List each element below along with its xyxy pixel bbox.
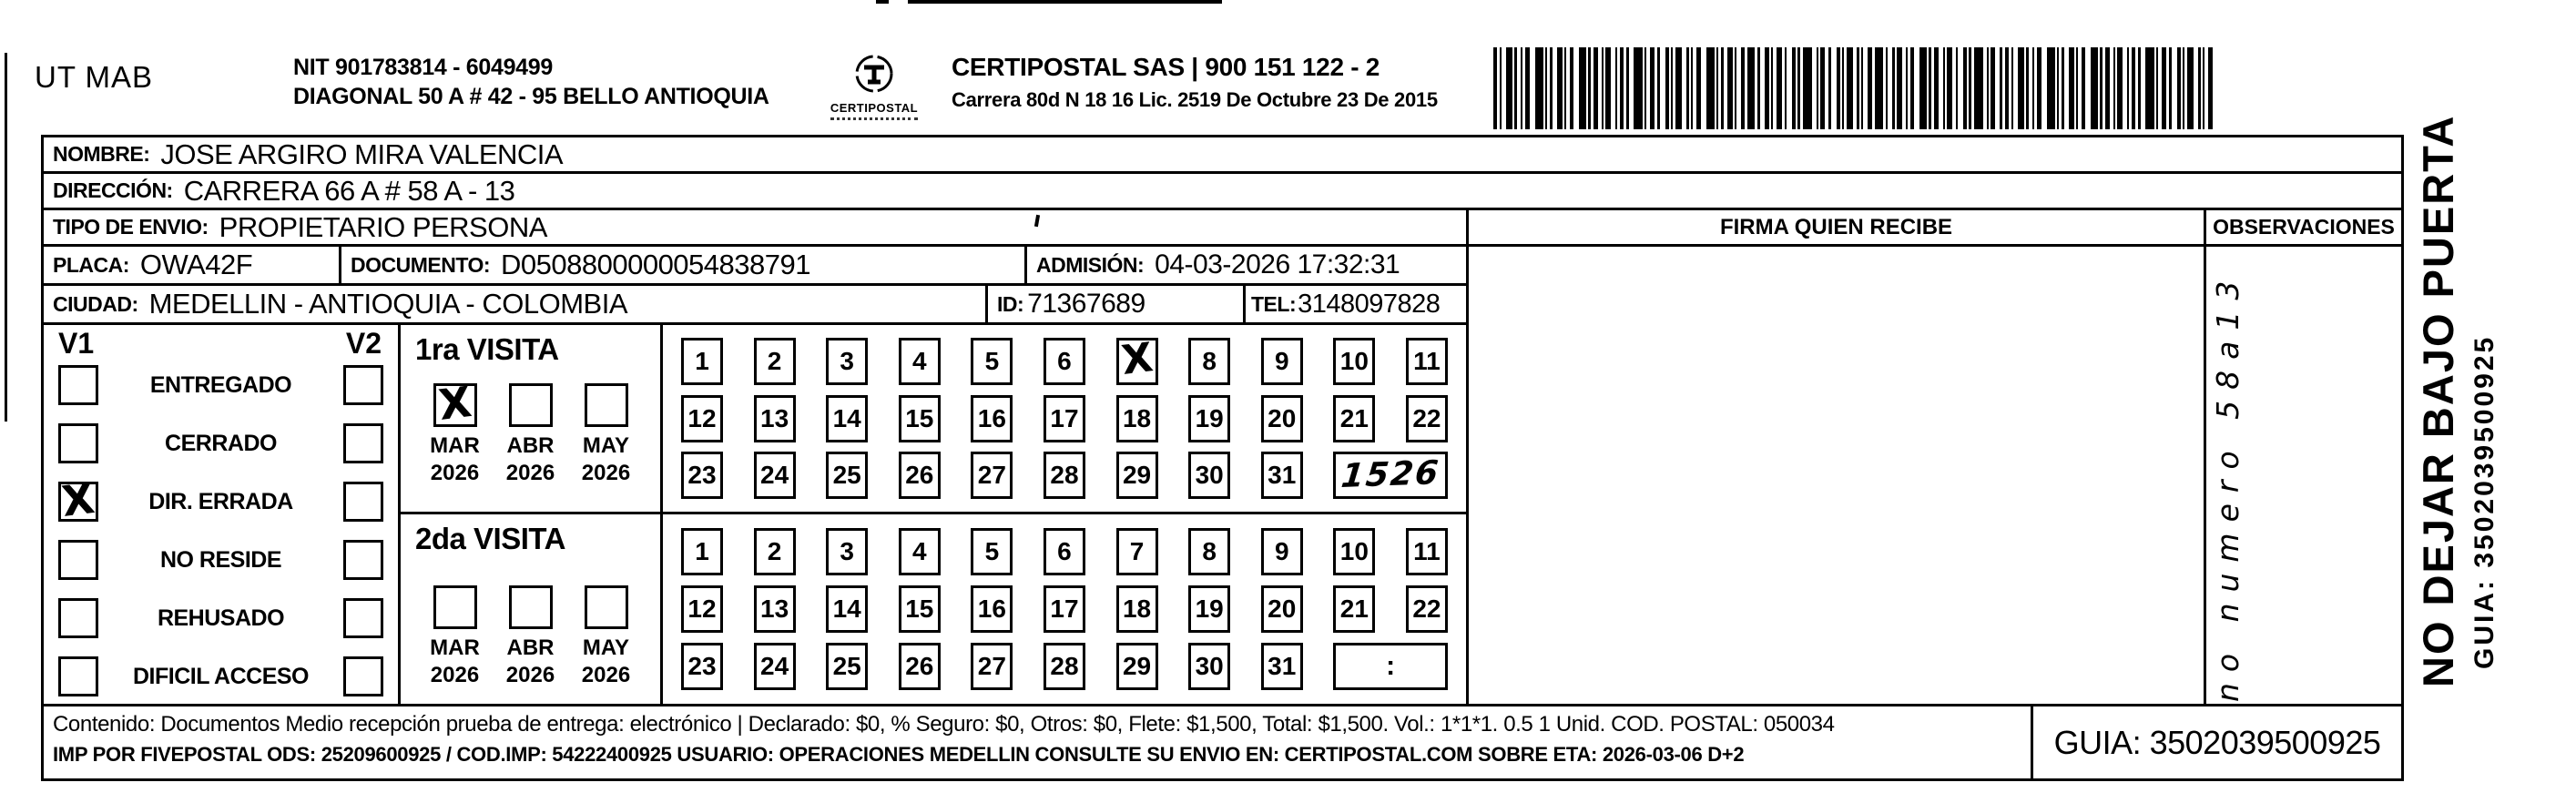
visit2-day-25-box: 25 [826, 643, 868, 690]
footer-content-cell [41, 704, 2033, 781]
barcode-bar [1747, 47, 1755, 129]
cell-placa [41, 244, 341, 286]
barcode-bar [2091, 47, 2098, 129]
barcode-bar [1842, 47, 1844, 129]
v2-rehusado-checkbox [343, 598, 383, 638]
visit2-day-28-box: 28 [1044, 643, 1085, 690]
firma-header: FIRMA QUIEN RECIBE [1466, 208, 2206, 247]
barcode-bar [2005, 47, 2009, 129]
visit1-day-16-box: 16 [971, 395, 1013, 442]
barcode-bar [1969, 47, 1971, 129]
sender-nit: NIT 901783814 - 6049499 [293, 55, 553, 80]
month-label [430, 432, 480, 487]
visit2-day-row-3 [681, 643, 1448, 690]
barcode-bar [1644, 47, 1646, 129]
barcode-bar [2100, 47, 2103, 129]
visit1-day-3-box: 3 [826, 338, 868, 385]
barcode-bar [1500, 47, 1502, 129]
visit1-day-8-box: 8 [1188, 338, 1230, 385]
barcode-bar [1545, 47, 1547, 129]
tipo-envio-label: TIPO DE ENVIO: [53, 215, 209, 239]
barcode-bar [2113, 47, 2115, 129]
visit2-day-19-box: 19 [1188, 585, 1230, 633]
month-label [582, 432, 630, 487]
barcode-bar [1735, 47, 1736, 129]
barcode-bar [1797, 47, 1800, 129]
barcode-bar [1817, 47, 1818, 129]
v2-no-reside-checkbox [343, 540, 383, 580]
barcode-bar [2062, 47, 2064, 129]
ciudad-label: CIUDAD: [53, 291, 138, 316]
barcode-bar [2138, 47, 2141, 129]
visit2-day-3-box: 3 [826, 528, 868, 575]
barcode-bar [1929, 47, 1931, 129]
visit2-day-15-box: 15 [899, 585, 941, 633]
admision-label: ADMISIÓN: [1036, 252, 1145, 277]
month-year: 2026 [430, 461, 480, 485]
visit1-day-11-box: 11 [1406, 338, 1448, 385]
barcode-bar [2132, 47, 2135, 129]
month-name: MAR [430, 635, 480, 660]
barcode-bar [1506, 47, 1512, 129]
status-row-entregado [44, 356, 398, 414]
barcode-bar [1741, 47, 1745, 129]
barcode-bar [1777, 47, 1782, 129]
barcode-bar [1803, 47, 1812, 129]
visit2-day-10-box: 10 [1333, 528, 1375, 575]
month-year: 2026 [505, 461, 555, 485]
status-row-dir-errada [44, 473, 398, 531]
visit1-day-6-box: 6 [1044, 338, 1085, 385]
barcode-bar [2187, 47, 2194, 129]
logo-wordmark: CERTIPOSTAL [830, 101, 919, 115]
documento-label: DOCUMENTO: [351, 252, 491, 277]
barcode-bar [2156, 47, 2158, 129]
barcode-bar [1910, 47, 1914, 129]
barcode-bar [1828, 47, 1831, 129]
admision-value: 04-03-2026 17:32:31 [1155, 249, 1400, 280]
visit2-day-row-1 [681, 528, 1448, 575]
visit1-box [398, 322, 663, 514]
side-warning-text: NO DEJAR BAJO PUERTA [2414, 114, 2462, 687]
sender-code: UT MAB [35, 60, 154, 94]
v2-cerrado-checkbox [343, 423, 383, 463]
barcode-bar [1963, 47, 1967, 129]
cell-id [985, 283, 1246, 325]
visit2-may-checkbox [585, 585, 628, 629]
visit1-day-26-box: 26 [899, 452, 941, 499]
visit1-day-row-1 [681, 334, 1448, 385]
month-year: 2026 [430, 663, 480, 687]
cell-tel [1243, 283, 1469, 325]
visit2-day-9-box: 9 [1261, 528, 1303, 575]
v1-dir-errada-checkbox [58, 473, 98, 526]
barcode-bar [1657, 47, 1660, 129]
visit1-time-box [1333, 452, 1448, 499]
visit1-may-checkbox [585, 383, 628, 427]
firma-area [1466, 244, 2206, 706]
visit2-time-box [1333, 643, 1448, 690]
barcode-bar [2162, 47, 2166, 129]
barcode-bar [2000, 47, 2002, 129]
status-row-no-reside [44, 531, 398, 589]
visit1-day-9-box: 9 [1261, 338, 1303, 385]
barcode-bar [1675, 47, 1682, 129]
visit2-day-23-box: 23 [681, 643, 723, 690]
time-colon: : [1386, 651, 1396, 681]
barcode-bar [1570, 47, 1573, 129]
visit2-day-30-box: 30 [1188, 643, 1230, 690]
visit2-day-5-box: 5 [971, 528, 1013, 575]
tel-value: 3148097828 [1298, 289, 1441, 319]
barcode-bar [1665, 47, 1669, 129]
visit2-day-8-box: 8 [1188, 528, 1230, 575]
visit1-day-27-box: 27 [971, 452, 1013, 499]
visit2-day-21-box: 21 [1333, 585, 1375, 633]
barcode-bar [1785, 47, 1787, 129]
visit2-day-18-box: 18 [1116, 585, 1158, 633]
scan-speck-1 [876, 0, 889, 4]
v2-entregado-checkbox [343, 365, 383, 405]
status-box [41, 322, 401, 706]
visit1-day-30-box: 30 [1188, 452, 1230, 499]
barcode-bar [1943, 47, 1945, 129]
barcode-bar [1626, 47, 1629, 129]
visit2-day-20-box: 20 [1261, 585, 1303, 633]
barcode-bar [1593, 47, 1598, 129]
status-label-cerrado: CERRADO [165, 430, 277, 456]
visit1-day-17-box: 17 [1044, 395, 1085, 442]
barcode-bar [1792, 47, 1796, 129]
visit2-day-24-box: 24 [754, 643, 796, 690]
month-name: ABR [506, 635, 555, 660]
visit1-day-24-box: 24 [754, 452, 796, 499]
visit2-day-14-box: 14 [826, 585, 868, 633]
barcode-bar [2011, 47, 2013, 129]
footer-line1: Contenido: Documentos Medio recepción prueba de entrega: electrónico | Declarado: $0, % Seguro: $0, Otros: $0, Flete: $1,500, Total: $1,500. Vol.: 1*1*1. 0.5 1 Unid. COD. POSTAL: 050034 [53, 712, 1835, 737]
visit2-abr-checkbox [509, 585, 553, 629]
visit1-day-22-box: 22 [1406, 395, 1448, 442]
certipostal-logo [815, 53, 933, 120]
barcode-bar [1727, 47, 1733, 129]
visit1-day-18-box: 18 [1116, 395, 1158, 442]
footer-line2: IMP POR FIVEPOSTAL ODS: 25209600925 / COD.IMP: 54222400925 USUARIO: OPERACIONES MEDELLIN CONSULTE SU ENVIO EN: CERTIPOSTAL.COM SOBRE ETA: 2026-03-06 D+2 [53, 743, 1745, 766]
barcode-bar [1696, 47, 1701, 129]
barcode-bar [1557, 47, 1563, 129]
visit1-months [401, 377, 660, 487]
barcode-bar [1493, 47, 1497, 129]
visit1-day-14-box: 14 [826, 395, 868, 442]
barcode-bar [2145, 47, 2154, 129]
visit1-month-abr [493, 383, 568, 487]
barcode-bar [1934, 47, 1939, 129]
visit1-abr-checkbox [509, 383, 553, 427]
barcode-bar [1564, 47, 1566, 129]
company-address: Carrera 80d N 18 16 Lic. 2519 De Octubre 23 De 2015 [952, 88, 1438, 111]
month-label [582, 635, 630, 689]
barcode-bar [1521, 47, 1522, 129]
visit1-day-25-box: 25 [826, 452, 868, 499]
direccion-label: DIRECCIÓN: [53, 178, 173, 202]
row-direccion [41, 171, 2404, 210]
barcode-bar [2127, 47, 2129, 129]
guia-cell: GUIA: 3502039500925 [2031, 704, 2404, 781]
visit2-day-22-box: 22 [1406, 585, 1448, 633]
visit1-day-23-box: 23 [681, 452, 723, 499]
barcode-bar [1919, 47, 1927, 129]
month-name: ABR [506, 433, 555, 458]
barcode-bar [1716, 47, 1718, 129]
barcode-bar [2177, 47, 2181, 129]
visit1-day-15-box: 15 [899, 395, 941, 442]
barcode-bar [1579, 47, 1586, 129]
barcode-bar [2208, 47, 2213, 129]
barcode-bar [2057, 47, 2059, 129]
barcode-bar [1897, 47, 1902, 129]
month-year: 2026 [581, 461, 631, 485]
status-label-entregado: ENTREGADO [149, 371, 292, 398]
barcode-bar [2037, 47, 2041, 129]
barcode-bar [1650, 47, 1655, 129]
visit2-day-11-box: 11 [1406, 528, 1448, 575]
barcode-bar [1837, 47, 1840, 129]
visit2-day-31-box: 31 [1261, 643, 1303, 690]
scan-edge-line-left [5, 53, 7, 422]
barcode-bar [2026, 47, 2029, 129]
visit2-mar-checkbox [433, 585, 477, 629]
status-label-no-reside: NO RESIDE [159, 546, 282, 573]
barcode-bar [2018, 47, 2024, 129]
visit1-day-21-box: 21 [1333, 395, 1375, 442]
month-name: MAY [582, 433, 630, 458]
barcode-bar [2076, 47, 2078, 129]
barcode-bar [1861, 47, 1863, 129]
barcode-bar [1615, 47, 1617, 129]
visit1-mar-checkbox [433, 377, 477, 430]
visit1-day-31-box: 31 [1261, 452, 1303, 499]
barcode-bar [1991, 47, 1995, 129]
barcode-bar [1671, 47, 1673, 129]
visit1-day-4-box: 4 [899, 338, 941, 385]
month-year: 2026 [505, 663, 555, 687]
barcode-bar [1956, 47, 1958, 129]
visit2-box [398, 512, 663, 706]
observaciones-handwritten-note: no numero 58a13 [2210, 269, 2245, 702]
barcode-bar [1721, 47, 1724, 129]
status-row-dificil-acceso [44, 647, 398, 706]
visit2-day-grid [660, 512, 1469, 706]
v1-cerrado-checkbox [58, 423, 98, 463]
v1-column-header: V1 [58, 327, 95, 360]
status-label-dir-errada: DIR. ERRADA [148, 488, 293, 514]
handwritten-x-mark: X [435, 377, 474, 430]
handwritten-x-mark: X [1118, 334, 1156, 385]
barcode-bar [1757, 47, 1760, 129]
barcode-bar [1634, 47, 1643, 129]
visit1-day-7-box [1116, 334, 1158, 385]
barcode-bar [1974, 47, 1983, 129]
visit1-day-row-2 [681, 395, 1448, 442]
visit2-day-16-box: 16 [971, 585, 1013, 633]
barcode-bar [1875, 47, 1883, 129]
nombre-label: NOMBRE: [53, 142, 150, 166]
placa-value: OWA42F [139, 249, 253, 280]
barcode-bar [1771, 47, 1773, 129]
barcode-bar [2032, 47, 2034, 129]
nombre-value: JOSE ARGIRO MIRA VALENCIA [160, 137, 564, 170]
visit1-day-2-box: 2 [754, 338, 796, 385]
company-name: CERTIPOSTAL SAS | 900 151 122 - 2 [952, 53, 1380, 81]
visit1-day-10-box: 10 [1333, 338, 1375, 385]
barcode-bar [1605, 47, 1611, 129]
month-name: MAY [582, 635, 630, 660]
barcode-bar [1868, 47, 1872, 129]
direccion-value: CARRERA 66 A # 58 A - 13 [183, 174, 515, 207]
visit2-day-row-2 [681, 585, 1448, 633]
visit2-month-mar [417, 585, 493, 689]
month-label [506, 432, 555, 487]
visit1-day-28-box: 28 [1044, 452, 1085, 499]
visit2-day-6-box: 6 [1044, 528, 1085, 575]
visit2-month-may [568, 585, 644, 689]
visit2-day-1-box: 1 [681, 528, 723, 575]
barcode-bar [1691, 47, 1693, 129]
barcode-bar [1906, 47, 1908, 129]
status-options [44, 356, 398, 706]
company-block [952, 53, 1438, 112]
barcode-bar [1514, 47, 1517, 129]
visit2-day-26-box: 26 [899, 643, 941, 690]
v1-no-reside-checkbox [58, 540, 98, 580]
barcode-bar [1706, 47, 1715, 129]
placa-label: PLACA: [53, 252, 129, 277]
barcode-bar [2082, 47, 2085, 129]
visit1-day-grid [660, 322, 1469, 514]
tipo-envio-value: PROPIETARIO PERSONA [219, 210, 547, 243]
month-label [430, 635, 480, 689]
barcode-bar [1987, 47, 1989, 129]
cell-documento [339, 244, 1027, 286]
scan-edge-line-top [908, 0, 1222, 4]
visit1-day-19-box: 19 [1188, 395, 1230, 442]
status-label-dificil-acceso: DIFICIL ACCESO [132, 663, 309, 689]
visit1-day-13-box: 13 [754, 395, 796, 442]
barcode-bar [1550, 47, 1553, 129]
logo-tagline-line [830, 117, 918, 120]
visit2-day-4-box: 4 [899, 528, 941, 575]
barcode-bar [1820, 47, 1825, 129]
visit1-month-may [568, 383, 644, 487]
barcode-bar [2203, 47, 2204, 129]
visit2-day-12-box: 12 [681, 585, 723, 633]
status-row-rehusado [44, 589, 398, 647]
v2-dificil-acceso-checkbox [343, 656, 383, 696]
barcode-bar [2117, 47, 2123, 129]
barcode-bar [2183, 47, 2184, 129]
visit1-title: 1ra VISITA [415, 332, 559, 366]
barcode-bar [2169, 47, 2172, 129]
barcode-bar [1602, 47, 1604, 129]
visit2-day-7-box: 7 [1116, 528, 1158, 575]
barcode-bar [1857, 47, 1859, 129]
barcode-bar [1535, 47, 1543, 129]
v2-dir-errada-checkbox [343, 482, 383, 522]
visit2-title: 2da VISITA [415, 522, 565, 555]
handwritten-time-note: 1526 [1339, 454, 1442, 496]
handwritten-x-mark: X [59, 473, 97, 526]
sender-nit-address [293, 53, 769, 111]
status-row-cerrado [44, 414, 398, 473]
visit1-day-row-3 [681, 452, 1448, 499]
barcode-bar [1886, 47, 1888, 129]
visit1-month-mar [417, 377, 493, 487]
visit2-month-abr [493, 585, 568, 689]
sender-address: DIAGONAL 50 A # 42 - 95 BELLO ANTIOQUIA [293, 84, 769, 109]
visit2-day-27-box: 27 [971, 643, 1013, 690]
barcode-bar [2105, 47, 2110, 129]
certipostal-globe-icon [853, 53, 895, 99]
tel-label: TEL: [1251, 291, 1297, 316]
v2-column-header: V2 [345, 327, 382, 360]
visit2-day-29-box: 29 [1116, 643, 1158, 690]
cell-admision [1024, 244, 1469, 286]
visit2-months [401, 585, 660, 689]
month-label [506, 635, 555, 689]
barcode-bar [2069, 47, 2074, 129]
barcode-bar [1525, 47, 1530, 129]
visit2-day-13-box: 13 [754, 585, 796, 633]
visit2-day-2-box: 2 [754, 528, 796, 575]
month-year: 2026 [581, 663, 631, 687]
side-guia-text: GUIA: 3502039500925 [2469, 334, 2500, 669]
observaciones-header: OBSERVACIONES [2204, 208, 2404, 247]
barcode [1493, 47, 2231, 129]
id-label: ID: [997, 291, 1024, 316]
id-value: 71367689 [1027, 289, 1145, 319]
barcode-bar [2047, 47, 2055, 129]
visit2-day-17-box: 17 [1044, 585, 1085, 633]
v1-dificil-acceso-checkbox [58, 656, 98, 696]
row-tipo-envio [41, 208, 1469, 247]
observaciones-area [2204, 244, 2404, 706]
barcode-bar [2198, 47, 2201, 129]
visit1-day-12-box: 12 [681, 395, 723, 442]
barcode-bar [1947, 47, 1952, 129]
barcode-bar [1765, 47, 1769, 129]
v1-rehusado-checkbox [58, 598, 98, 638]
visit1-day-29-box: 29 [1116, 452, 1158, 499]
month-name: MAR [430, 433, 480, 458]
documento-value: D0508800000054838791 [501, 249, 810, 280]
ciudad-value: MEDELLIN - ANTIOQUIA - COLOMBIA [148, 288, 627, 320]
barcode-bar [1620, 47, 1624, 129]
visit1-day-5-box: 5 [971, 338, 1013, 385]
barcode-bar [1892, 47, 1895, 129]
status-label-rehusado: REHUSADO [157, 605, 285, 631]
visit1-day-1-box: 1 [681, 338, 723, 385]
v1-entregado-checkbox [58, 365, 98, 405]
barcode-bar [1588, 47, 1591, 129]
visit1-day-20-box: 20 [1261, 395, 1303, 442]
barcode-bar [1847, 47, 1853, 129]
cell-ciudad [41, 283, 988, 325]
row-nombre [41, 135, 2404, 174]
barcode-bar [1686, 47, 1689, 129]
